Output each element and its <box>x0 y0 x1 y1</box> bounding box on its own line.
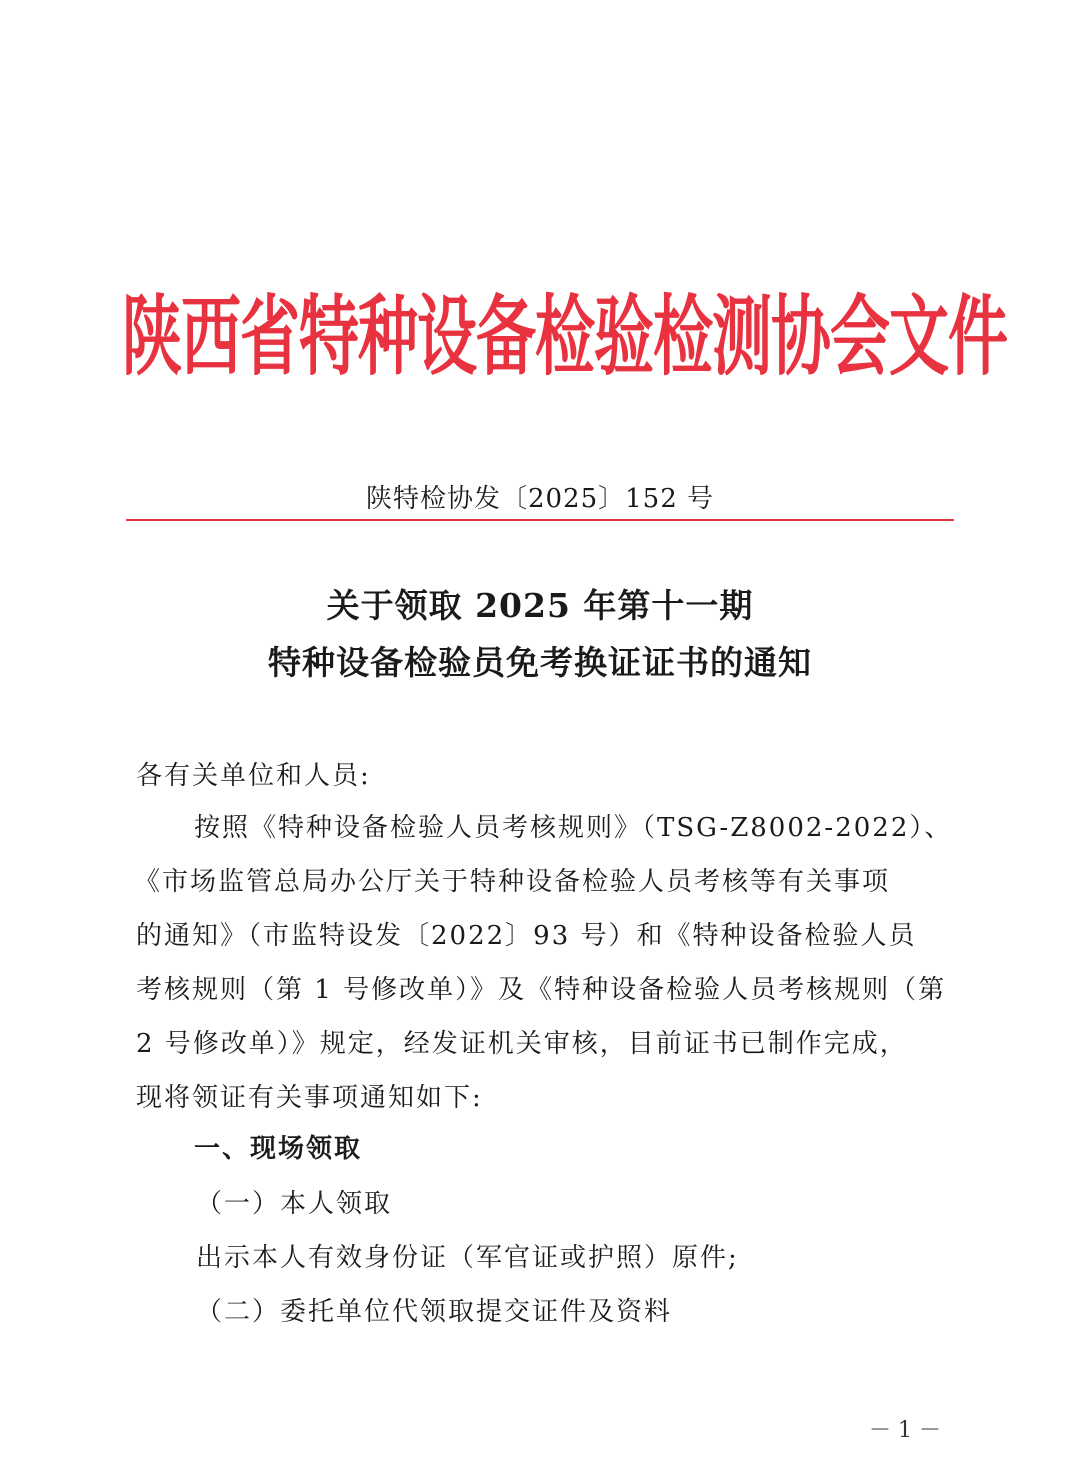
letterhead-title: 陕西省特种设备检验检测协会文件 <box>122 286 1007 389</box>
document-number: 陕特检协发〔2025〕152 号 <box>365 484 715 514</box>
paragraph-line: 2 号修改单）》规定，经发证机关审核，目前证书已制作完成， <box>136 1029 908 1059</box>
paragraph-line: 按照《特种设备检验人员考核规则》（TSG-Z8002-2022）、 <box>194 813 953 843</box>
letterhead-red-rule <box>126 519 954 521</box>
paragraph-line: 现将领证有关事项通知如下: <box>136 1083 483 1113</box>
section-heading: 一、现场领取 <box>194 1134 363 1164</box>
paragraph-line: 《市场监管总局办公厅关于特种设备检验人员考核等有关事项 <box>134 867 891 897</box>
notice-title-line-2: 特种设备检验员免考换证证书的通知 <box>268 643 812 682</box>
page-number: － 1 － <box>869 1418 941 1443</box>
notice-title-line-1: 关于领取 2025 年第十一期 <box>326 586 754 625</box>
paragraph-line: 考核规则（第 1 号修改单）》及《特种设备检验人员考核规则（第 <box>136 975 947 1005</box>
subsection-heading: （二）委托单位代领取提交证件及资料 <box>196 1297 673 1327</box>
paragraph-line: 的通知》（市监特设发〔2022〕93 号）和《特种设备检验人员 <box>136 921 917 951</box>
subsection-text: 出示本人有效身份证（军官证或护照）原件; <box>196 1243 739 1273</box>
subsection-heading: （一）本人领取 <box>196 1189 393 1219</box>
salutation: 各有关单位和人员: <box>136 761 371 791</box>
